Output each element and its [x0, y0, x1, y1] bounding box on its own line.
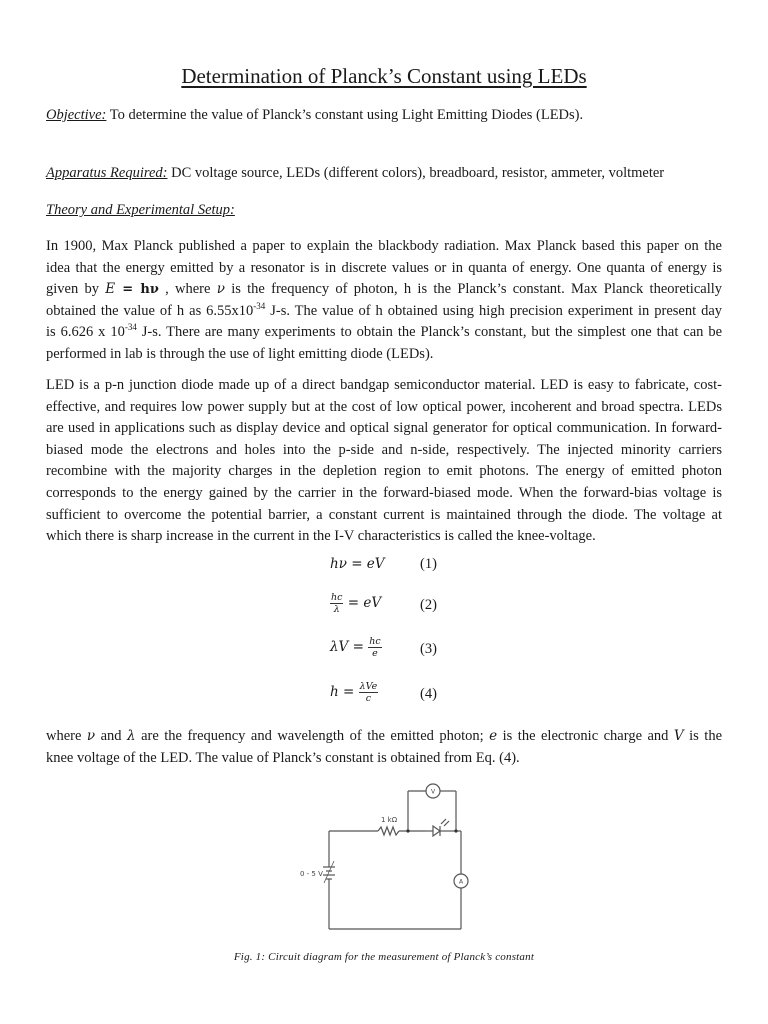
objective-label: Objective: — [46, 107, 107, 123]
equation-4: h = $\frac{\text{λVe}}{c}$ — [330, 681, 378, 704]
equation-1-number: (1) — [420, 556, 437, 572]
equation-3-number: (3) — [420, 641, 437, 657]
document-title: Determination of Planck’s Constant using LEDs — [181, 64, 587, 88]
equation-2: $\frac{hc}{\lambda}$ = eV — [331, 592, 382, 615]
apparatus-label: Apparatus Required: — [46, 165, 168, 181]
paragraph-led-theory: LED is a p-n junction diode made up of a direct bandgap semiconductor material. LED is easy to fabricate, cost- effective, and requires low power supply but at the cost of low optical power, incoherent and broad spectra. LEDs are used in applications such as display device and optical signal generator for optical communication. In forward- biased mode the electrons and holes into the p-side and n-side, respectively. The injected minority carriers recombine with the majority charges in the depletion region to emit photons. The energy of emitted photon corresponds to the energy gained by the carrier in the forward-biased mode. When the forward-bias voltage is sufficient to overcome the potential barrier, a constant current is maintained through the diode. The voltage at which there is sharp increase in the current in the I-V characteristics is called the knee-voltage. — [46, 377, 722, 545]
paragraph-symbol-definitions: where ν and λ are the frequency and wavelength of the emitted photon; e is the electronic charge and V is the knee voltage of the LED. The value of Planck’s constant is obtained from Eq. (4). — [46, 728, 723, 766]
circuit-diagram — [290, 775, 480, 940]
apparatus-text: DC voltage source, LEDs (different colors), breadboard, resistor, ammeter, voltmeter — [167, 165, 665, 181]
equation-2-number: (2) — [420, 597, 437, 613]
objective-line — [46, 107, 583, 124]
theory-heading: Theory and Experimental Setup: — [46, 202, 235, 218]
equation-4-number: (4) — [420, 686, 437, 702]
objective-text: To determine the value of Planck’s constant using Light Emitting Diodes (LEDs). — [106, 107, 584, 123]
source-label: 0 - 5 V — [300, 870, 323, 878]
equation-1: hν = eV — [330, 556, 385, 572]
apparatus-line — [46, 165, 664, 182]
ammeter-icon — [454, 874, 468, 888]
paragraph-planck-history: In 1900, Max Planck published a paper to explain the blackbody radiation. Max Planck based this paper on the idea that the energy emitted by a resonator is in discrete values or in quanta of energy. One quanta of energy is given by E = hν , where ν is the frequency of photon, h is the Planck’s constant. Max Planck theoretically obtained the value of h as $6.55x10^{-34}$ J-s. The value of h obtained using high precision experiment in present day is 6.626 x $10^{-34}$ J-s. There are many experiments to obtain the Planck’s constant, but the simplest one that can be performed in lab is through the use of light emitting diode (LEDs). — [46, 238, 723, 362]
resistor-label: 1 kΩ — [381, 816, 398, 824]
resistor-icon — [378, 827, 399, 835]
led-diode-icon — [427, 819, 456, 836]
voltmeter-icon — [426, 784, 440, 798]
figure-caption: Fig. 1: Circuit diagram for the measurement of Planck’s constant — [233, 951, 535, 963]
svg-text:A: A — [458, 878, 464, 886]
svg-text:V: V — [430, 788, 436, 796]
equation-3: λV = $\frac{hc}{e}$ — [330, 636, 381, 659]
